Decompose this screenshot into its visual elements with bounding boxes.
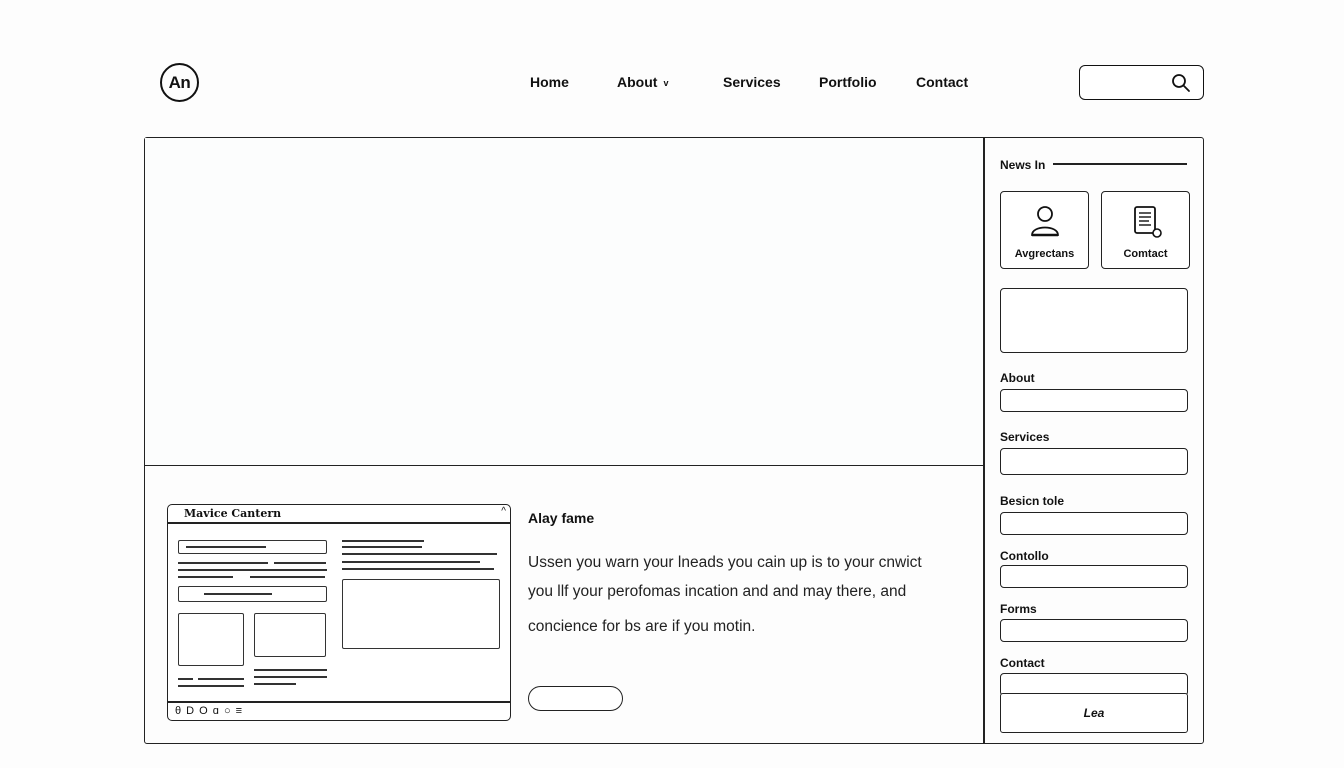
placeholder-line (342, 561, 480, 563)
placeholder-line (178, 678, 193, 680)
placeholder-line (178, 562, 268, 564)
preview-window-title: Mavice Cantern (184, 507, 282, 520)
sidebar-divider (983, 138, 985, 743)
nav-services-label: Services (723, 74, 781, 90)
nav-portfolio[interactable] (819, 74, 877, 90)
logo-text: An (168, 72, 191, 92)
placeholder-line (342, 568, 494, 570)
placeholder-line (342, 540, 424, 542)
heading-rule (1053, 163, 1187, 165)
nav-portfolio-label: Portfolio (819, 74, 877, 90)
field-label-besicn-tole: Besicn tole (1000, 494, 1065, 508)
services-field[interactable] (1000, 448, 1188, 475)
field-label-forms: Forms (1000, 602, 1037, 616)
footer-divider (168, 701, 510, 703)
article-line: concience for bs are if you motin. (528, 618, 756, 635)
nav-about-label: About (617, 74, 658, 90)
forms-field[interactable] (1000, 619, 1188, 642)
title-divider (168, 522, 510, 524)
card-label: Comtact (1123, 248, 1168, 260)
collapse-icon[interactable]: ^ (501, 506, 506, 517)
placeholder-line (254, 669, 327, 671)
chevron-down-icon: v (663, 78, 669, 88)
placeholder-line (186, 546, 266, 548)
contollo-field[interactable] (1000, 565, 1188, 588)
sidebar-textarea[interactable] (1000, 288, 1188, 353)
document-icon (1129, 204, 1163, 240)
placeholder-line (342, 546, 422, 548)
nav-contact[interactable] (916, 74, 968, 90)
article-action-button[interactable] (528, 686, 623, 711)
sidebar-card-avgrectans[interactable] (1000, 191, 1089, 269)
card-label: Avgrectans (1014, 248, 1075, 260)
nav-contact-label: Contact (916, 74, 969, 90)
hero-area (145, 138, 984, 466)
logo[interactable] (160, 63, 199, 102)
nav-about[interactable] (617, 74, 668, 90)
placeholder-line (274, 562, 326, 564)
search-input[interactable] (1079, 65, 1204, 100)
article-line: Ussen you warn your lneads you cain up is to your cnwict (528, 554, 922, 571)
about-field[interactable] (1000, 389, 1188, 412)
placeholder-line (250, 576, 325, 578)
placeholder-line (198, 678, 244, 680)
nav-home-label: Home (530, 74, 569, 90)
field-label-about: About (1000, 371, 1035, 385)
placeholder-line (178, 576, 233, 578)
placeholder-image (254, 613, 326, 657)
article-line: you llf your perofomas incation and and may there, and (528, 583, 907, 600)
placeholder-image (178, 613, 244, 666)
field-label-contact: Contact (1000, 656, 1045, 670)
sidebar-card-contact[interactable] (1101, 191, 1190, 269)
besicn-tole-field[interactable] (1000, 512, 1188, 535)
nav-services[interactable] (723, 74, 781, 90)
sidebar-submit-button[interactable]: Lea (1000, 693, 1188, 733)
article-title: Alay fame (528, 510, 595, 526)
placeholder-line (178, 685, 244, 687)
placeholder-line (254, 683, 296, 685)
user-icon (1028, 204, 1062, 240)
field-label-contollo: Contollo (1000, 549, 1049, 563)
article-body (528, 548, 968, 641)
placeholder-line (342, 553, 497, 555)
placeholder-textarea (342, 579, 500, 649)
toolbar-icons[interactable]: θ D O ɑ ○ ≡ (175, 705, 244, 717)
placeholder-line (254, 676, 327, 678)
nav-home[interactable] (530, 74, 569, 90)
placeholder-line (178, 569, 327, 571)
field-label-services: Services (1000, 430, 1050, 444)
placeholder-line (204, 593, 272, 595)
content-preview-window (167, 504, 511, 721)
search-icon[interactable] (1171, 73, 1191, 93)
sidebar-heading: News In (1000, 158, 1046, 172)
